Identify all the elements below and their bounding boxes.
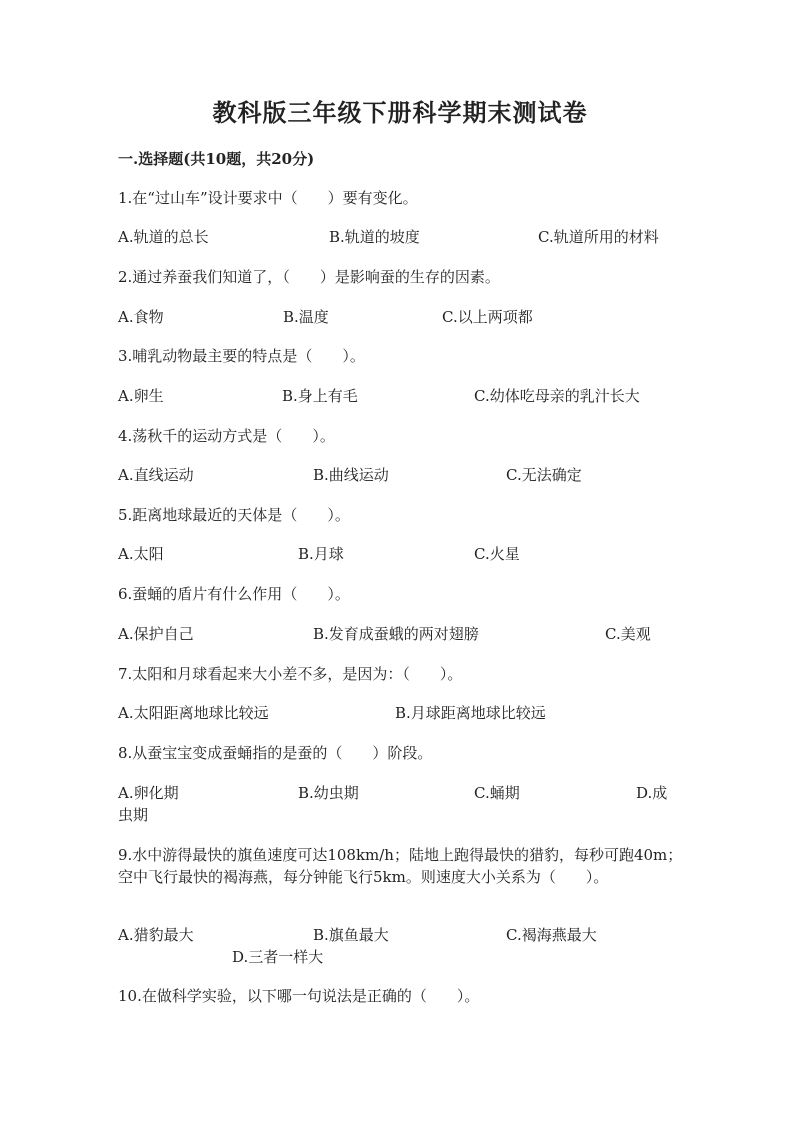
option-a[interactable]: A.卵生: [118, 387, 164, 405]
option-c[interactable]: C.火星: [474, 545, 520, 563]
question-5-stem: 5.距离地球最近的天体是（ ）。: [118, 506, 350, 524]
option-c[interactable]: C.蛹期: [474, 784, 520, 802]
option-c[interactable]: C.美观: [605, 625, 651, 643]
option-b[interactable]: B.月球距离地球比较远: [395, 704, 546, 722]
question-7-stem: 7.太阳和月球看起来大小差不多，是因为：（ ）。: [118, 665, 463, 683]
option-c[interactable]: C.褐海燕最大: [506, 926, 597, 944]
question-10-stem: 10.在做科学实验，以下哪一句说法是正确的（ ）。: [118, 987, 480, 1005]
section-header: 一.选择题(共10题，共20分): [118, 150, 315, 168]
option-b[interactable]: B.月球: [298, 545, 344, 563]
option-d[interactable]: D.成: [636, 784, 668, 802]
option-d-continuation: 虫期: [118, 806, 149, 824]
option-d[interactable]: D.三者一样大: [232, 948, 324, 966]
question-6-stem: 6.蚕蛹的盾片有什么作用（ ）。: [118, 585, 350, 603]
option-a[interactable]: A.太阳: [118, 545, 164, 563]
option-a[interactable]: A.直线运动: [118, 466, 194, 484]
option-b[interactable]: B.轨道的坡度: [329, 228, 420, 246]
option-a[interactable]: A.保护自己: [118, 625, 194, 643]
question-2-stem: 2.通过养蚕我们知道了，（ ）是影响蚕的生存的因素。: [118, 268, 500, 286]
question-9-options: [118, 924, 678, 968]
option-c[interactable]: C.幼体吃母亲的乳汁长大: [474, 387, 640, 405]
option-a[interactable]: A.食物: [118, 308, 164, 326]
option-b[interactable]: B.幼虫期: [298, 784, 359, 802]
question-3-stem: 3.哺乳动物最主要的特点是（ ）。: [118, 347, 365, 365]
option-b[interactable]: B.身上有毛: [282, 387, 358, 405]
option-c[interactable]: C.以上两项都: [442, 308, 533, 326]
question-1-stem: 1.在“过山车”设计要求中（ ）要有变化。: [118, 189, 418, 207]
option-c[interactable]: C.轨道所用的材料: [538, 228, 659, 246]
option-a[interactable]: A.猎豹最大: [118, 926, 194, 944]
question-8-stem: 8.从蚕宝宝变成蚕蛹指的是蚕的（ ）阶段。: [118, 744, 433, 762]
option-b[interactable]: B.旗鱼最大: [313, 926, 389, 944]
question-8-options: [118, 782, 678, 826]
option-b[interactable]: B.曲线运动: [313, 466, 389, 484]
option-c[interactable]: C.无法确定: [506, 466, 582, 484]
option-b[interactable]: B.发育成蚕蛾的两对翅膀: [313, 625, 479, 643]
question-9-stem: 9.水中游得最快的旗鱼速度可达108km/h；陆地上跑得最快的猎豹，每秒可跑40m；空中飞行最快的褐海燕，每分钟能飞行5km。则速度大小关系为（ ）。: [118, 846, 683, 886]
option-b[interactable]: B.温度: [283, 308, 329, 326]
option-a[interactable]: A.轨道的总长: [118, 228, 209, 246]
option-a[interactable]: A.太阳距离地球比较远: [118, 704, 269, 722]
question-4-stem: 4.荡秋千的运动方式是（ ）。: [118, 427, 335, 445]
option-a[interactable]: A.卵化期: [118, 784, 179, 802]
page-title: 教科版三年级下册科学期末测试卷: [212, 98, 588, 127]
